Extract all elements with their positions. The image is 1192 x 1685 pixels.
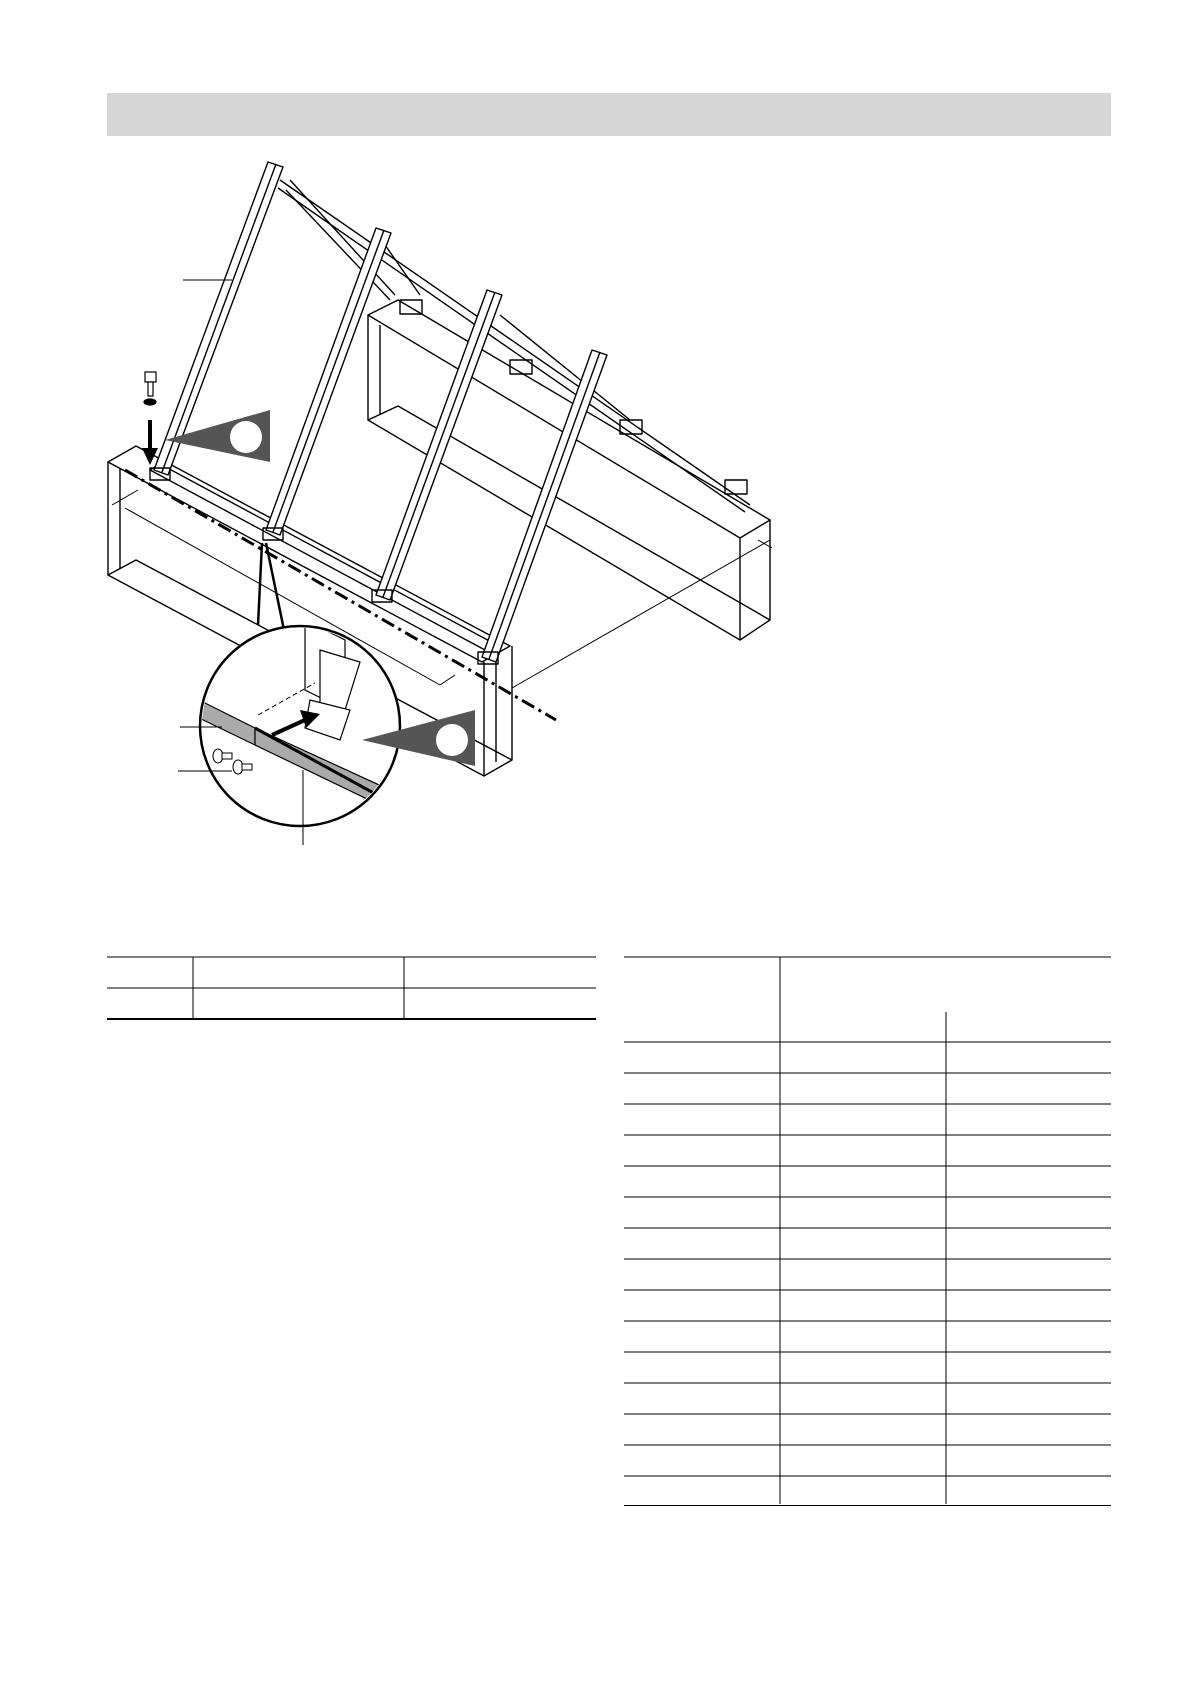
- section-header-bar: [107, 93, 1111, 136]
- mounting-frame-illustration: [0, 150, 800, 850]
- parts-table: [107, 956, 596, 1020]
- detail-view: [195, 620, 400, 826]
- bolt-icon: [144, 372, 156, 405]
- support-leg-2: [266, 228, 391, 535]
- dimensions-table: [624, 956, 1111, 1506]
